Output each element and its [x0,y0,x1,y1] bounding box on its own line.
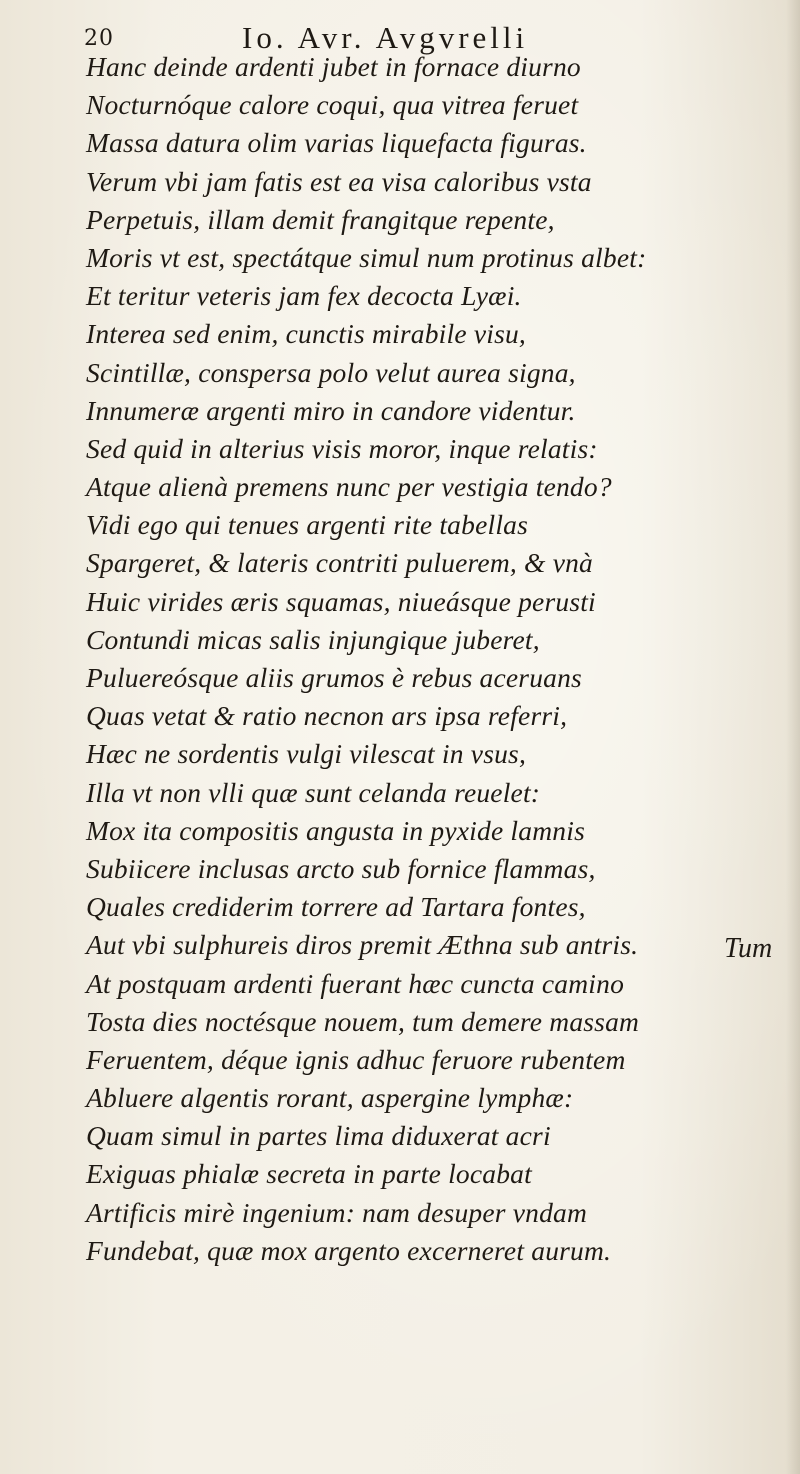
verse-line: Et teritur veteris jam fex decocta Lyæi. [86,280,522,312]
verse-line: Fundebat, quæ mox argento excerneret aurum. [86,1234,612,1266]
verse-line: Scintillæ, conspersa polo velut aurea signa, [86,356,576,388]
verse-line: Feruentem, déque ignis adhuc feruore rubentem [86,1043,626,1075]
verse-line: Hæc ne sordentis vulgi vilescat in vsus, [86,738,527,770]
verse-line: Verum vbi jam fatis est ea visa caloribus vsta [86,165,592,197]
catchword: Tum [724,933,773,964]
verse-line: Illa vt non vlli quæ sunt celanda reuelet: [86,776,541,808]
verse-line: Hanc deinde ardenti jubet in fornace diurno [86,51,581,82]
verse-line: Massa datura olim varias liquefacta figuras. [86,127,587,159]
verse-line: Subiicere inclusas arcto sub fornice flammas, [86,852,596,884]
page-edge-shadow [786,0,800,1474]
page-number: 20 [84,26,114,51]
verse-line: Artificis mirè ingenium: nam desuper vndam [86,1196,588,1228]
verse-line: Moris vt est, spectátque simul num protinus albet: [86,241,647,273]
verse-line: Innumeræ argenti miro in candore videntur. [86,394,576,426]
verse-line: Contundi micas salis injungique juberet, [86,623,540,655]
verse-line: Interea sed enim, cunctis mirabile visu, [86,318,527,350]
verse-line: Spargeret, & lateris contriti puluerem, & vnà [86,547,593,579]
verse-line: At postquam ardenti fuerant hæc cuncta camino [86,967,625,999]
verse-line: Quam simul in partes lima diduxerat acri [86,1120,551,1152]
verse-line: Quales crediderim torrere ad Tartara fontes, [86,891,586,923]
verse-text [86,48,786,1270]
verse-line: Abluere algentis rorant, aspergine lymphæ: [86,1082,574,1114]
verse-line: Puluereósque aliis grumos è rebus aceruans [86,662,582,693]
running-head: Io. Avr. Avgvrelli [242,20,529,55]
verse-line: Vidi ego qui tenues argenti rite tabellas [86,509,529,541]
verse-line: Perpetuis, illam demit frangitque repente, [86,203,555,235]
verse-line: Sed quid in alterius visis moror, inque relatis: [86,432,598,464]
verse-line: Exiguas phialæ secreta in parte locabat [86,1158,532,1190]
verse-line: Nocturnóque calore coqui, qua vitrea feruet [86,89,579,121]
verse-line: Mox ita compositis angusta in pyxide lamnis [86,814,585,846]
verse-line: Atque alienà premens nunc per vestigia tendo? [86,471,612,503]
verse-line: Huic virides æris squamas, niueásque perusti [86,585,596,617]
verse-line: Quas vetat & ratio necnon ars ipsa referri, [86,700,568,732]
verse-line: Tosta dies noctésque nouem, tum demere massam [86,1005,640,1037]
verse-line: Aut vbi sulphureis diros premit Æthna sub antris. [86,929,639,961]
